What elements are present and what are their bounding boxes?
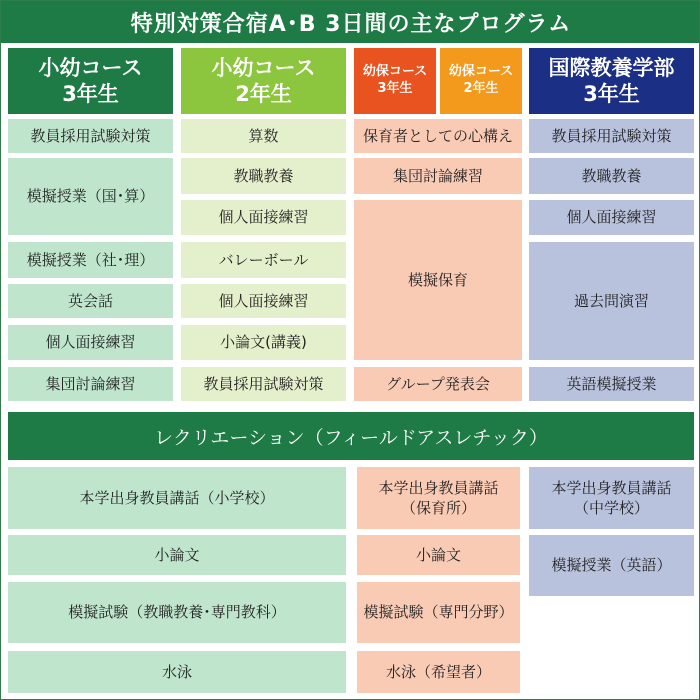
col2-cell: 算数: [181, 119, 346, 153]
col4-cell: 教員採用試験対策: [529, 119, 694, 153]
bottom-left-cell: 本学出身教員講話（小学校）: [8, 467, 346, 529]
col1-cell: 集団討論練習: [8, 367, 173, 401]
header-col3a-line1: 幼保コース: [362, 64, 428, 80]
bottom-mid-cell: [357, 535, 520, 575]
col1-cell: 英会話: [8, 284, 173, 318]
col3-cell: グループ発表会: [354, 367, 522, 401]
col2-cell: 教職教養: [181, 158, 346, 194]
bottom-mid-line1: 本学出身教員講話: [378, 478, 499, 497]
bottom-right-line1: 本学出身教員講話: [551, 478, 672, 497]
col3-cell: 模擬保育: [354, 200, 522, 360]
col2-cell: 個人面接練習: [181, 284, 346, 318]
bottom-mid-line2: （保育所）: [400, 499, 476, 517]
header-col4-line2: 3年生: [583, 82, 640, 106]
bottom-mid-cell: [357, 467, 520, 529]
col3-cell: 保育者としての心構え: [354, 119, 522, 153]
bottom-right-line1: 模擬授業（英語）: [551, 556, 672, 575]
col2-cell: 個人面接練習: [181, 200, 346, 235]
col2-cell: バレーボール: [181, 242, 346, 278]
bottom-left-cell: 水泳: [8, 651, 346, 693]
col4-cell: 個人面接練習: [529, 200, 694, 235]
bottom-left-cell: 模擬試験（教職教養･専門教科）: [8, 582, 346, 643]
header-col2-line2: 2年生: [235, 82, 292, 106]
header-col4: [529, 48, 694, 114]
bottom-mid-line1: 模擬試験（専門分野）: [363, 603, 514, 622]
col3-cell: 集団討論練習: [354, 158, 522, 194]
col4-cell: 教職教養: [529, 158, 694, 194]
bottom-right-cell: [529, 467, 694, 529]
col2-cell: 教員採用試験対策: [181, 367, 346, 401]
bottom-mid-cell: [357, 582, 520, 643]
header-col2-line1: 小幼コース: [211, 55, 316, 80]
col2-cell: 小論文(講義): [181, 325, 346, 360]
header-col1-line1: 小幼コース: [38, 55, 143, 80]
bottom-mid-line1: 水泳（希望者）: [385, 662, 491, 681]
col4-cell: 過去問演習: [529, 242, 694, 360]
header-col3b: [440, 48, 522, 114]
recreation-banner: レクリエーション（フィールドアスレチック）: [8, 412, 694, 460]
col1-cell: 個人面接練習: [8, 325, 173, 360]
bottom-left-cell: 小論文: [8, 535, 346, 575]
bottom-mid-cell: [357, 651, 520, 693]
bottom-mid-line1: 小論文: [415, 545, 461, 564]
header-col3a: [354, 48, 436, 114]
col4-cell: 英語模擬授業: [529, 367, 694, 401]
header-col3b-line1: 幼保コース: [448, 64, 514, 80]
header-col2: [181, 48, 346, 114]
bottom-right-line2: （中学校）: [573, 499, 649, 517]
header-col3b-line2: 2年生: [463, 81, 499, 96]
bottom-right-cell: [529, 535, 694, 596]
header-col1-line2: 3年生: [62, 82, 119, 106]
header-col1: [8, 48, 173, 114]
col1-cell: 模擬授業（国･算）: [8, 158, 173, 235]
header-col3a-line2: 3年生: [377, 81, 413, 96]
header-col4-line1: 国際教養学部: [548, 55, 675, 80]
col1-cell: 教員採用試験対策: [8, 119, 173, 153]
col1-cell: 模擬授業（社･理）: [8, 242, 173, 278]
page-title: 特別対策合宿A･B 3日間の主なプログラム: [1, 1, 700, 43]
